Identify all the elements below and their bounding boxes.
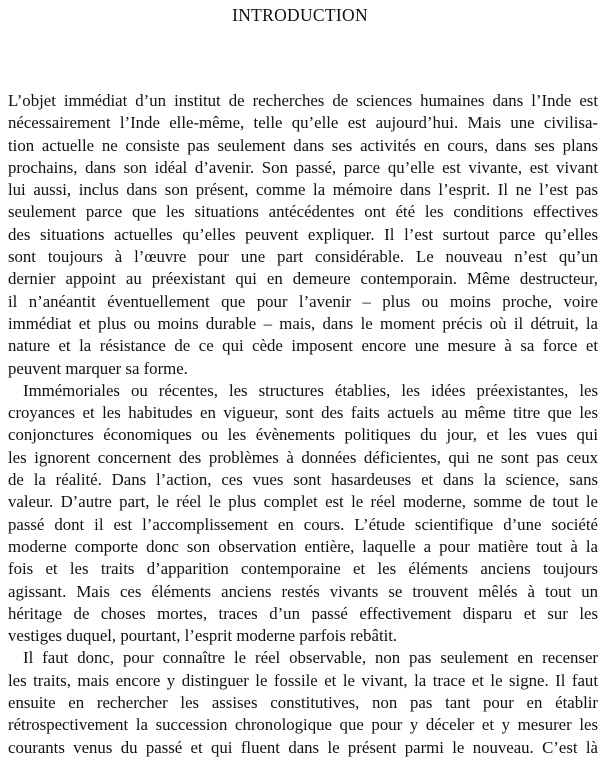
text-line: fois et les traits d’apparition contemporaine et les éléments anciens toujours [8, 559, 598, 579]
page-title: INTRODUCTION [232, 5, 368, 25]
text-line: agissant. Mais ces éléments anciens restés vivants se trouvent mêlés à tout un [8, 581, 598, 601]
text-line: conjonctures économiques ou les évènements politiques du jour, et les vues qui [8, 425, 598, 445]
text-line: nature et la résistance de ce qui cède imposent encore une mesure à sa force et [8, 336, 598, 356]
text-line: dernier appoint au préexistant qui en demeure contemporain. Même destructeur, [8, 269, 598, 289]
text-line: peuvent marquer sa forme. [8, 358, 188, 378]
text-line: des situations actuelles qu’elles peuvent expliquer. Il l’est surtout parce qu’elles [8, 224, 598, 244]
text-line: vestiges duquel, pourtant, l’esprit moderne parfois rebâtit. [8, 626, 398, 646]
text-line: les traits, mais encore y distinguer le fossile et le vivant, la trace et le signe. Il faut [8, 670, 598, 690]
text-line: moderne comporte donc son observation entière, laquelle a pour matière tout à la [8, 536, 598, 556]
text-line: sont toujours à l’œuvre pour une part considérable. Le nouveau n’est qu’un [8, 247, 598, 267]
text-line: rétrospectivement la succession chronologique que pour y déceler et y mesurer les [8, 715, 598, 735]
text-line: de la réalité. Dans l’action, ces vues sont hasardeuses et dans la science, sans [8, 470, 598, 490]
text-line: nécessairement l’Inde elle-même, telle qu’elle est aujourd’hui. Mais une civilisa- [8, 113, 598, 133]
text-line: passé dont il est l’accomplissement en cours. L’étude scientifique d’une société [8, 514, 598, 534]
text-line: courants venus du passé et qui fluent dans le présent parmi le nouveau. C’est là [8, 737, 598, 757]
text-line: les ignorent concernent des problèmes à données déficientes, qui ne sont pas ceux [8, 447, 598, 467]
text-line: ensuite en rechercher les assises constitutives, non pas tant pour en établir [8, 693, 598, 713]
body-text [8, 90, 598, 759]
text-line: valeur. D’autre part, le réel le plus complet est le réel moderne, somme de tout le [8, 492, 598, 512]
text-line: lui aussi, inclus dans son présent, comme la mémoire dans l’esprit. Il ne l’est pas [8, 180, 598, 200]
text-line: croyances et les habitudes en vigueur, sont des faits actuels au même titre que les [8, 403, 598, 423]
text-line: héritage de choses mortes, traces d’un passé effectivement disparu et sur les [8, 603, 598, 623]
text-line: il n’anéantit éventuellement que pour l’avenir – plus ou moins proche, voire [8, 291, 598, 311]
paragraph-2 [8, 380, 598, 648]
text-line: L’objet immédiat d’un institut de recherches de sciences humaines dans l’Inde est [8, 91, 598, 110]
paragraph-3 [8, 647, 598, 758]
text-line: tion actuelle ne consiste pas seulement dans ses activités en cours, dans ses plans [8, 135, 598, 155]
text-line: seulement parce que les situations antécédentes ont été les conditions effectives [8, 202, 598, 222]
text-line: Il faut donc, pour connaître le réel observable, non pas seulement en recenser [23, 648, 598, 668]
text-line: Immémoriales ou récentes, les structures établies, les idées préexistantes, les [23, 380, 598, 400]
text-line: prochains, dans son idéal d’avenir. Son passé, parce qu’elle est vivante, est vivant [8, 157, 598, 177]
paragraph-1 [8, 90, 598, 380]
text-line: immédiat et plus ou moins durable – mais, dans le moment précis où il détruit, la [8, 313, 598, 333]
